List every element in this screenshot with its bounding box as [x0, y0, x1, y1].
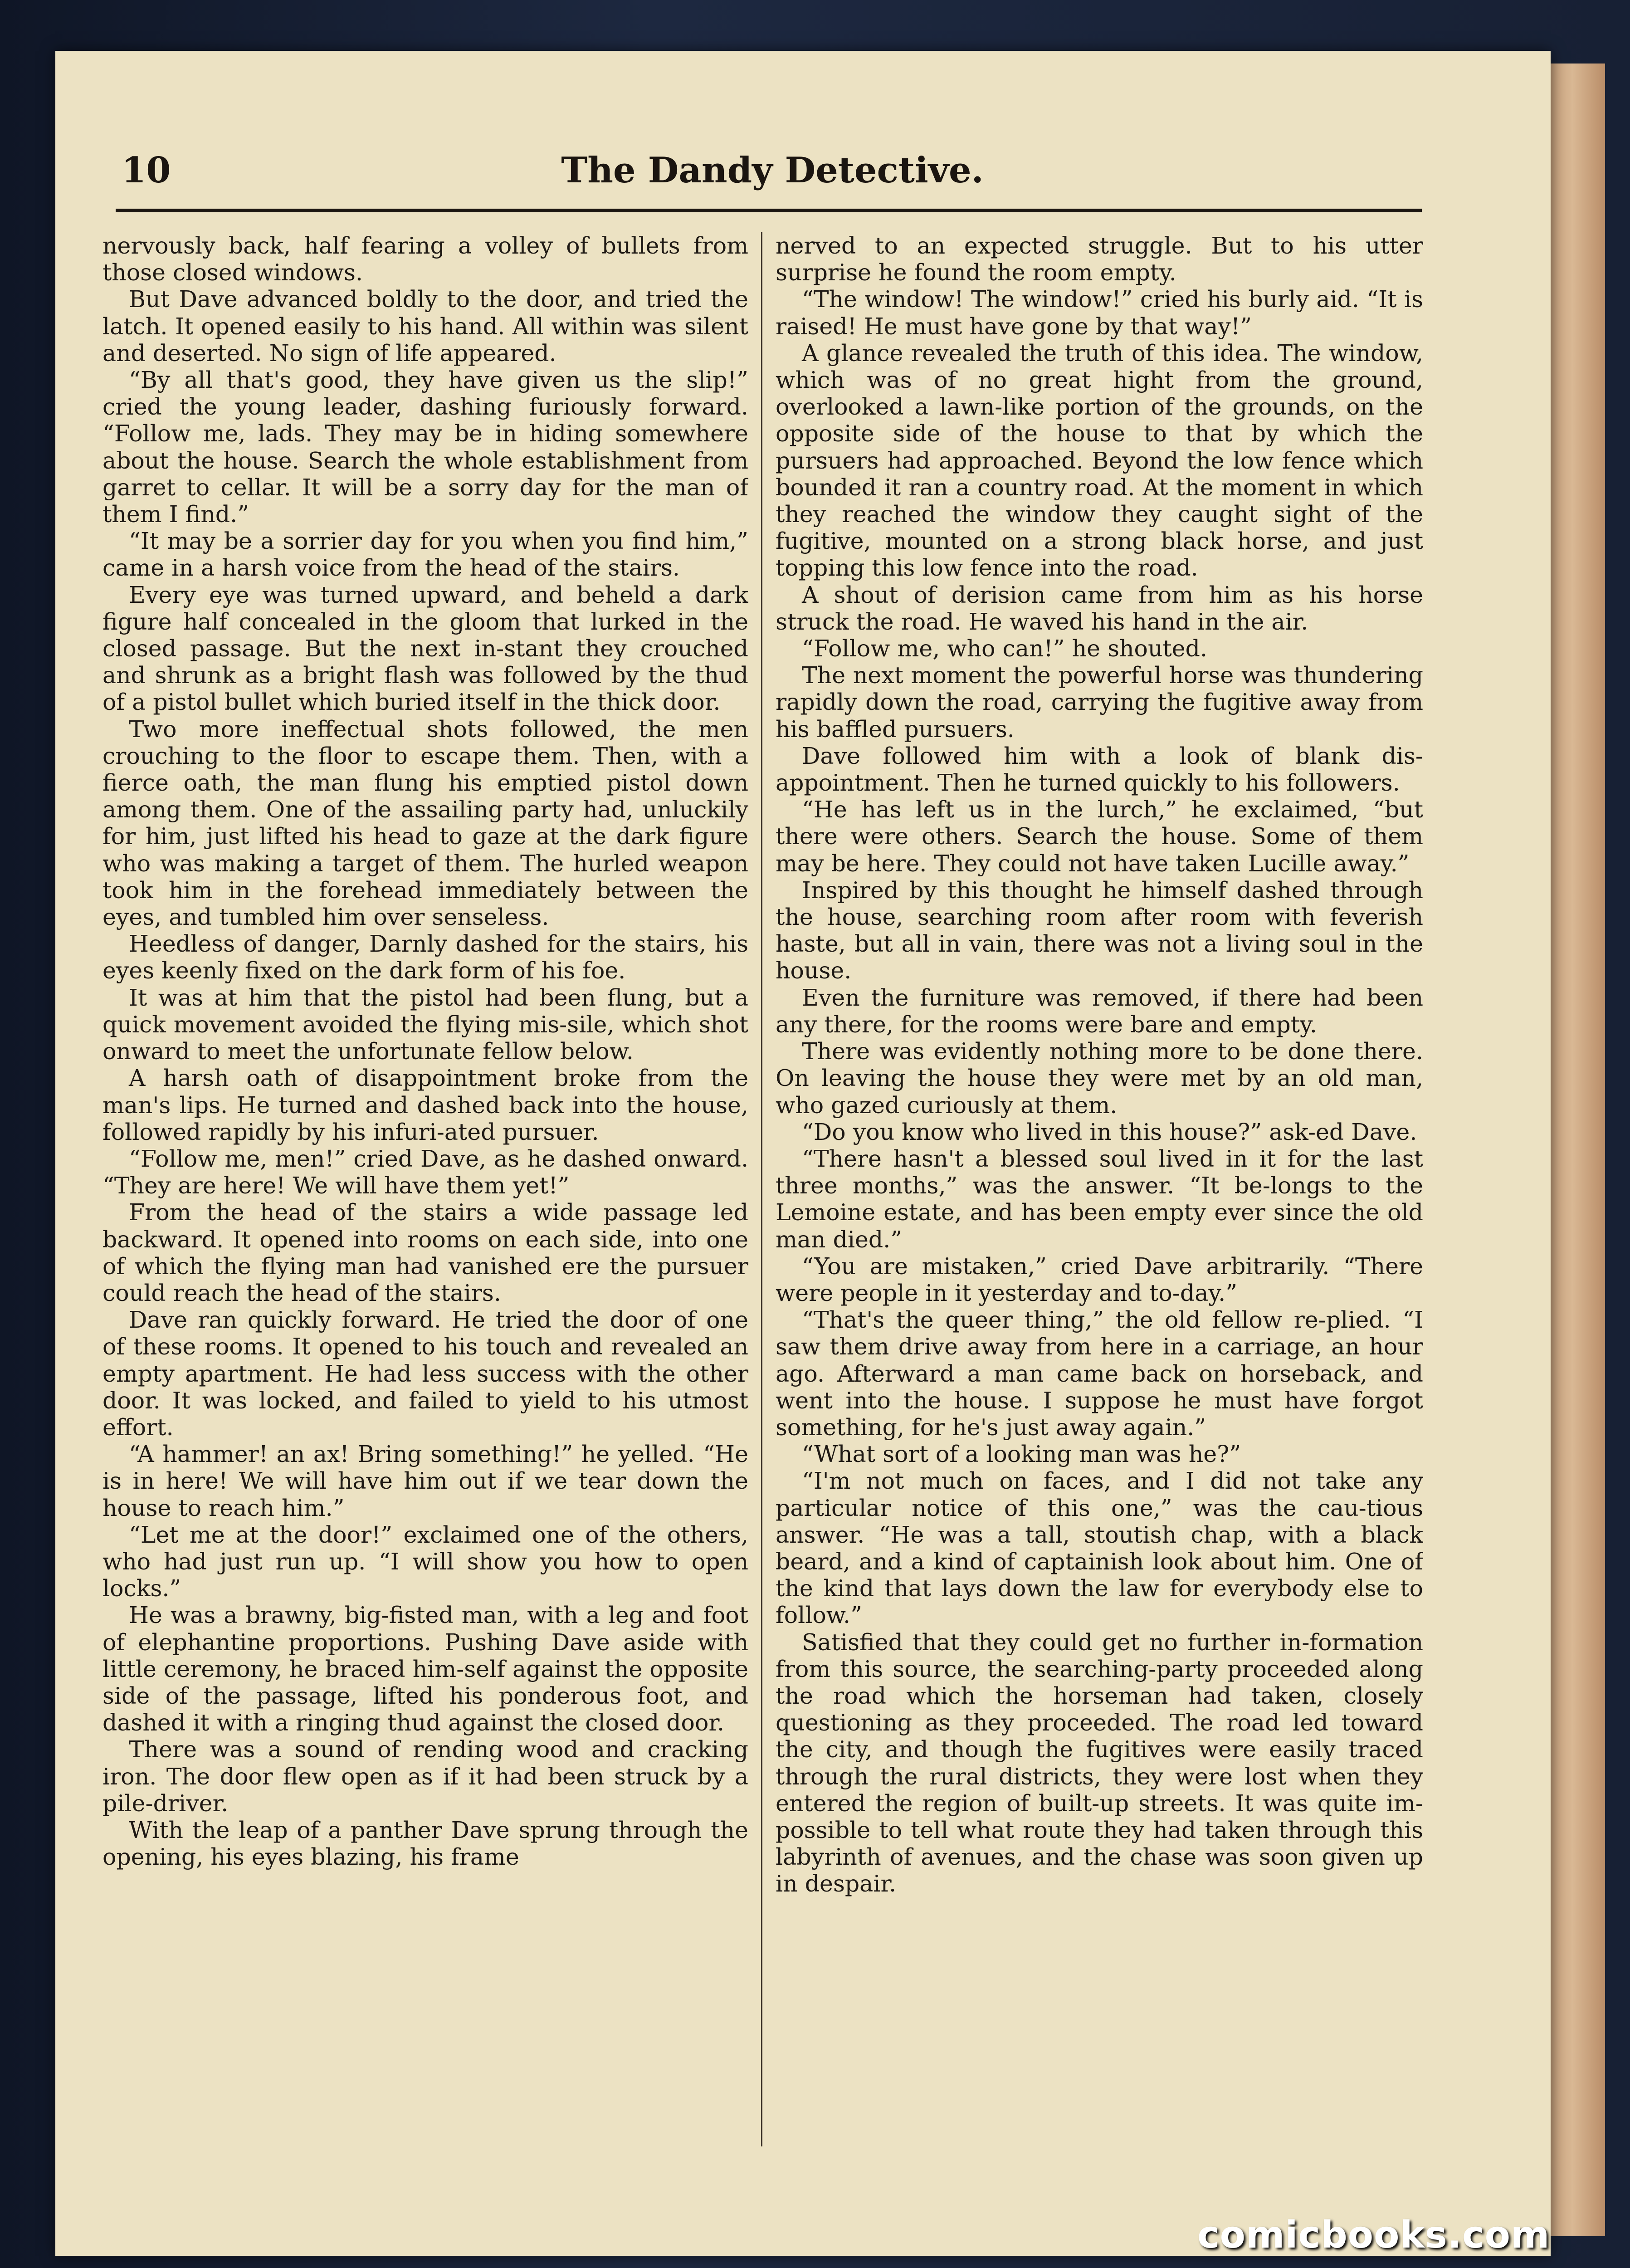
left-column	[102, 232, 748, 2160]
paragraph: “It may be a sorrier day for you when you find him,” came in a harsh voice from the head of the stairs.	[102, 528, 748, 582]
paragraph: Dave followed him with a look of blank dis-appointment. Then he turned quickly to his followers.	[776, 742, 1423, 797]
paragraph: He was a brawny, big-fisted man, with a leg and foot of elephantine proportions. Pushing Dave aside with little ceremony, he braced him-self against the opposite side of the passage, lifted his ponderous foot, and dashed it with a ringing thud against the closed door.	[102, 1602, 748, 1736]
header-rule	[116, 209, 1422, 212]
paragraph: A shout of derision came from him as his horse struck the road. He waved his hand in the air.	[776, 581, 1423, 635]
paragraph: “Follow me, who can!” he shouted.	[802, 635, 1208, 662]
column-divider	[761, 232, 762, 2146]
paragraph: The next moment the powerful horse was thundering rapidly down the road, carrying the fugitive away from his baffled pursuers.	[776, 662, 1423, 743]
page-header	[122, 150, 1423, 200]
paragraph: Even the furniture was removed, if there had been any there, for the rooms were bare and empty.	[776, 984, 1423, 1038]
paragraph: There was evidently nothing more to be done there. On leaving the house they were met by an old man, who gazed curiously at them.	[776, 1038, 1423, 1119]
paragraph: “By all that's good, they have given us the slip!” cried the young leader, dashing furiously forward. “Follow me, lads. They may be in hiding somewhere about the house. Search the whole establishment from garret to cellar. It will be a sorry day for the man of them I find.”	[102, 367, 748, 528]
running-title: The Dandy Detective.	[561, 150, 984, 191]
paragraph: Satisfied that they could get no further in-formation from this source, the searching-party proceeded along the road which the horseman had taken, closely questioning as they proceeded. The road led toward the city, and though the fugitives were easily traced through the rural districts, they were lost when they entered the region of built-up streets. It was quite im-possible to tell what route they had taken through this labyrinth of avenues, and the chase was soon given up in despair.	[776, 1628, 1423, 1897]
paragraph: “He has left us in the lurch,” he exclaimed, “but there were others. Search the house. Some of them may be here. They could not have taken Lucille away.”	[776, 796, 1423, 877]
paragraph: “Do you know who lived in this house?” ask-ed Dave.	[802, 1118, 1417, 1145]
paragraph: “A hammer! an ax! Bring something!” he yelled. “He is in here! We will have him out if we tear down the house to reach him.”	[102, 1441, 748, 1521]
paragraph: But Dave advanced boldly to the door, and tried the latch. It opened easily to his hand. All within was silent and deserted. No sign of life appeared.	[102, 286, 748, 367]
paragraph: “Let me at the door!” exclaimed one of the others, who had just run up. “I will show you how to open locks.”	[102, 1521, 748, 1602]
paragraph: It was at him that the pistol had been flung, but a quick movement avoided the flying mis-sile, which shot onward to meet the unfortunate fellow below.	[102, 984, 748, 1065]
paragraph: “That's the queer thing,” the old fellow re-plied. “I saw them drive away from here in a carriage, an hour ago. Afterward a man came back on horseback, and went into the house. I suppose he must have forgot something, for he's just away again.”	[776, 1306, 1423, 1441]
paragraph: Inspired by this thought he himself dashed through the house, searching room after room with feverish haste, but all in vain, there was not a living soul in the house.	[776, 876, 1423, 984]
paragraph: From the head of the stairs a wide passage led backward. It opened into rooms on each side, into one of which the flying man had vanished ere the pursuer could reach the head of the stairs.	[102, 1199, 748, 1306]
paragraph: nerved to an expected struggle. But to his utter surprise he found the room empty.	[776, 232, 1423, 286]
page-number: 10	[122, 150, 171, 191]
paragraph: A glance revealed the truth of this idea. The window, which was of no great hight from the ground, overlooked a lawn-like portion of the grounds, on the opposite side of the house to that by which the pursuers had approached. Beyond the low fence which bounded it ran a country road. At the moment in which they reached the window they caught sight of the fugitive, mounted on a strong black horse, and just topping this low fence into the road.	[776, 339, 1423, 582]
paragraph: Every eye was turned upward, and beheld a dark figure half concealed in the gloom that lurked in the closed passage. But the next in-stant they crouched and shrunk as a bright flash was followed by the thud of a pistol bullet which buried itself in the thick door.	[102, 581, 748, 716]
paragraph: Two more ineffectual shots followed, the men crouching to the floor to escape them. Then, with a fierce oath, the man flung his emptied pistol down among them. One of the assailing party had, unluckily for him, just lifted his head to gaze at the dark figure who was making a target of them. The hurled weapon took him in the forehead immediately between the eyes, and tumbled him over senseless.	[102, 715, 748, 931]
right-column	[776, 232, 1423, 2160]
watermark: comicbooks.com	[1197, 2214, 1550, 2257]
paragraph: With the leap of a panther Dave sprung through the opening, his eyes blazing, his frame	[102, 1816, 748, 1871]
paragraph: “I'm not much on faces, and I did not take any particular notice of this one,” was the cau-tious answer. “He was a tall, stoutish chap, with a black beard, and a kind of captainish look about him. One of the kind that lays down the law for everybody else to follow.”	[776, 1467, 1423, 1629]
paragraph: “Follow me, men!” cried Dave, as he dashed onward. “They are here! We will have them yet!”	[102, 1145, 748, 1199]
paragraph: nervously back, half fearing a volley of bullets from those closed windows.	[102, 232, 748, 286]
paragraph: “The window! The window!” cried his burly aid. “It is raised! He must have gone by that way!”	[776, 286, 1423, 340]
paragraph: Dave ran quickly forward. He tried the door of one of these rooms. It opened to his touch and revealed an empty apartment. He had less success with the other door. It was locked, and failed to yield to his utmost effort.	[102, 1306, 748, 1441]
paragraph: “What sort of a looking man was he?”	[802, 1441, 1241, 1468]
paragraph: Heedless of danger, Darnly dashed for the stairs, his eyes keenly fixed on the dark form of his foe.	[102, 930, 748, 984]
paragraph: A harsh oath of disappointment broke from the man's lips. He turned and dashed back into the house, followed rapidly by his infuri-ated pursuer.	[102, 1065, 748, 1145]
paragraph: “There hasn't a blessed soul lived in it for the last three months,” was the answer. “It be-longs to the Lemoine estate, and has been empty ever since the old man died.”	[776, 1145, 1423, 1253]
paragraph: There was a sound of rending wood and cracking iron. The door flew open as if it had been struck by a pile-driver.	[102, 1736, 748, 1817]
adjacent-page-edge	[1551, 64, 1605, 2236]
paragraph: “You are mistaken,” cried Dave arbitrarily. “There were people in it yesterday and to-day.”	[776, 1252, 1423, 1306]
